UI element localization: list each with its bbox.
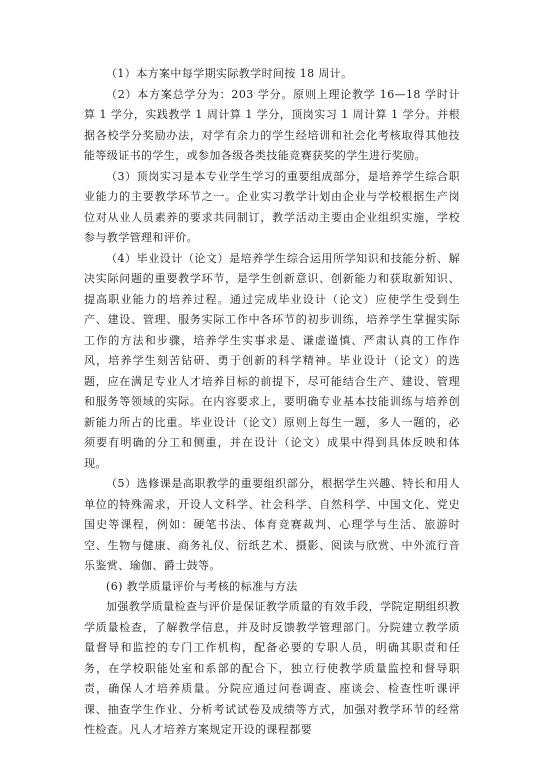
document-body	[84, 64, 460, 741]
paragraph-4: （4）毕业设计（论文）是培养学生综合运用所学知识和技能分析、解决实际问题的重要教学环节，是学生创新意识、创新能力和获取新知识、提高职业能力的培养过程。通过完成毕业设计（论文）应使学生受到生产、建设、管理、服务实际工作中各环节的初步训练，培养学生掌握实际工作的方法和步骤，培养学生实事求是、谦虚谨慎、严肃认真的工作作风，培养学生刻苦钻研、勇于创新的科学精神。毕业设计（论文）的选题，应在满足专业人才培养目标的前提下，尽可能结合生产、建设、管理和服务等领域的实际。在内容要求上，要明确专业基本技能训练与培养创新能力所占的比重。毕业设计（论文）原则上每生一题，多人一题的，必须要有明确的分工和侧重，并在设计（论文）成果中得到具体反映和体现。	[84, 251, 460, 470]
paragraph-1: （1）本方案中每学期实际教学时间按 18 周计。	[106, 67, 353, 80]
paragraph-5: （5）选修课是高职教学的重要组织部分，根据学生兴趣、特长和用人单位的特殊需求，开设人文科学、社会科学、自然科学、中国文化、党史国史等课程，例如：硬笔书法、体育竞赛裁判、心理学与生活、旅游时空、生物与健康、商务礼仪、衍纸艺术、摄影、阅读与欣赏、中外流行音乐鉴赏、瑜伽、爵士鼓等。	[84, 477, 460, 572]
paragraph-2: （2）本方案总学分为：203 学分。原则上理论教学 16—18 学时计算 1 学分，实践教学 1 周计算 1 学分，顶岗实习 1 周计算 1 学分。并根据各校学分奖励办法，对学有余力的学生经培训和社会化考核取得其他技能等级证书的学生，或参加各级各类技能竞赛获奖的学生进行奖励。	[84, 87, 460, 162]
section-heading: (6) 教学质量评价与考核的标准与方法	[106, 579, 298, 593]
paragraph-6: 加强教学质量检查与评价是保证教学质量的有效手段，学院定期组织教学质量检查，了解教学信息，并及时反馈教学管理部门。分院建立教学质量督导和监控的专门工作机构，配备必要的专职人员，明确其职责和任务，在学校职能处室和系部的配合下，独立行使教学质量监控和督导职责，确保人才培养质量。分院应通过问卷调查、座谈会、检查性听课评课、抽查学生作业、分析考试试卷及成绩等方式，加强对教学环节的经常性检查。凡人才培养方案规定开设的课程都要	[84, 600, 460, 736]
paragraph-3: （3）顶岗实习是本专业学生学习的重要组成部分，是培养学生综合职业能力的主要教学环节之一。企业实习教学计划由企业与学校根据生产岗位对从业人员素养的要求共同制订，教学活动主要由企业组织实施，学校参与教学管理和评价。	[84, 169, 460, 244]
